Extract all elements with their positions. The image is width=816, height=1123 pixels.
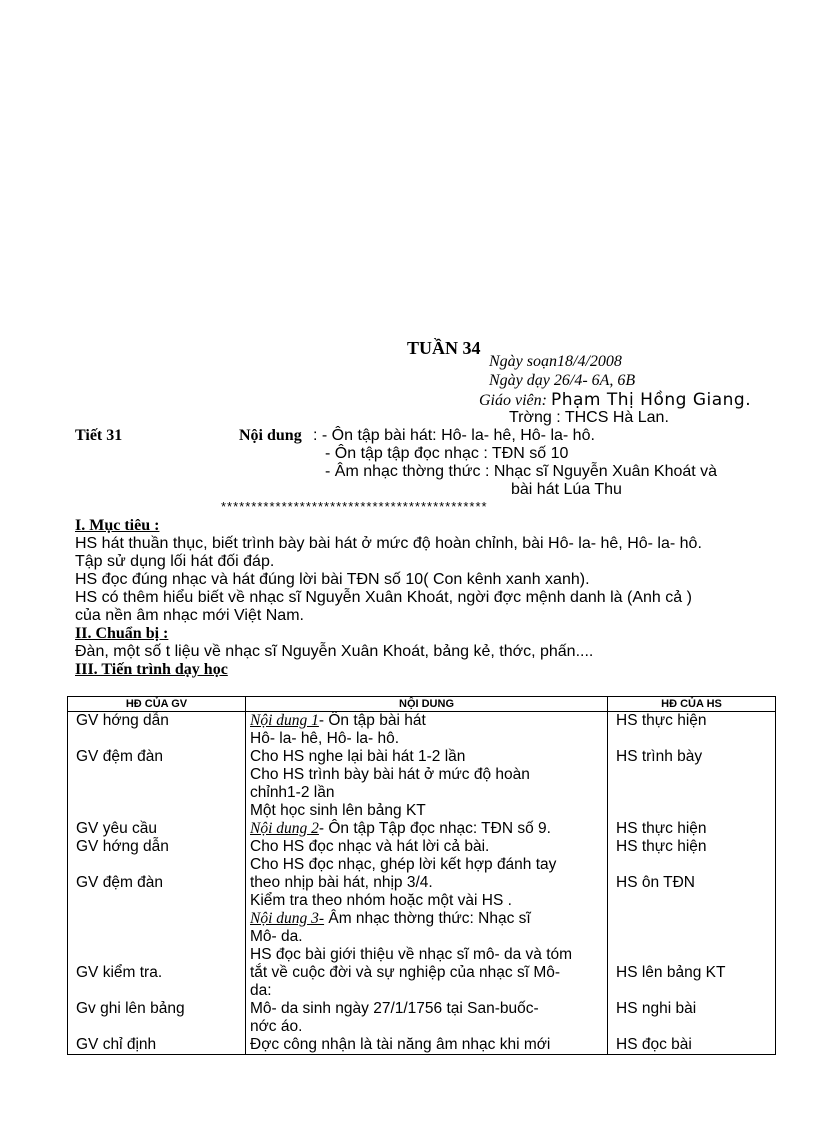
header-content: NỘI DUNG [246,697,608,712]
content-text: Âm nhạc thờng thức: Nhạc sĩ [324,910,531,927]
content-section-title: Nội dung 1 [250,712,319,729]
content-line [246,964,607,982]
content-text: Đợc công nhận là tài năng âm nhạc khi mới [250,1036,551,1053]
objectives-heading: I. Mục tiêu : [75,517,160,534]
hs-activity: HS ôn TĐN [616,874,695,891]
content-item-2: - Ôn tập tập đọc nhạc : TĐN số 10 [325,445,569,462]
hs-activity: HS nghi bài [616,1000,697,1017]
process-heading: III. Tiến trình dạy học [75,661,228,678]
content-item-3: - Âm nhạc thờng thức : Nhạc sĩ Nguyễn Xuân Khoát và [325,463,718,480]
content-text: Hô- la- hê, Hô- la- hô. [250,730,400,747]
content-line [246,784,607,802]
gv-activity: GV yêu cầu [76,820,157,837]
content-line [246,802,607,820]
content-text: Cho HS đọc nhạc và hát lời cả bài. [250,838,490,855]
gv-activity: GV hớng dẫn [76,838,169,855]
hs-column [608,712,776,1055]
content-line [246,1018,607,1036]
content-line [246,946,607,964]
content-item-4: bài hát Lúa Thu [511,481,622,498]
hs-activity [608,802,775,820]
gv-activity [68,784,245,802]
hs-activity: HS đọc bài [616,1036,692,1053]
hs-activity: HS trình bày [616,748,703,765]
preparation-text: Đàn, một số t liệu về nhạc sĩ Nguyễn Xuân Khoát, bảng kẻ, thớc, phấn.... [75,643,594,660]
content-text: Mô- da. [250,928,303,945]
content-line [246,856,607,874]
content-line [246,1036,607,1054]
content-line [246,928,607,946]
week-title: TUẦN 34 [407,338,481,358]
gv-column [68,712,246,1055]
content-text: nớc áo. [250,1018,303,1035]
table-header-row [68,697,776,712]
gv-activity [68,730,245,748]
hs-activity: HS thực hiện [616,712,707,729]
content-text: Kiểm tra theo nhóm hoặc một vài HS . [250,892,512,909]
gv-activity: GV kiểm tra. [76,964,163,981]
hs-activity: HS thực hiện [616,820,707,837]
content-text: - Ôn tập Tập đọc nhạc: TĐN số 9. [318,820,551,837]
header-gv: HĐ CỦA GV [68,697,246,712]
content-item-1: : - Ôn tập bài hát: Hô- la- hê, Hô- la- hô. [313,427,595,444]
gv-activity [68,892,245,910]
gv-activity [68,910,245,928]
gv-activity [68,946,245,964]
hs-activity [608,892,775,910]
objective-line-2: Tập sử dụng lối hát đối đáp. [75,553,275,570]
content-section-title: Nội dung 2 [250,820,319,837]
gv-activity [68,982,245,1000]
content-text: chỉnh1-2 lần [250,784,335,801]
objective-line-3: HS đọc đúng nhạc và hát đúng lời bài TĐN số 10( Con kênh xanh xanh). [75,571,590,588]
content-label: Nội dung [239,427,302,444]
teacher-name: Phạm Thị Hồng Giang. [550,390,752,410]
content-line [246,766,607,784]
content-section-title: Nội dung 3- [250,910,325,927]
content-text: Một học sinh lên bảng KT [250,802,426,819]
content-line [246,982,607,1000]
hs-activity [608,928,775,946]
hs-activity [608,982,775,1000]
content-line [246,730,607,748]
table-row [68,712,776,1055]
gv-activity [68,856,245,874]
gv-activity: Gv ghi lên bảng [76,1000,185,1017]
teach-date: Ngày dạy 26/4- 6A, 6B [489,372,636,389]
gv-activity: GV đệm đàn [76,874,164,891]
content-text: Mô- da sinh ngày 27/1/1756 tại San-buốc- [250,1000,539,1017]
prep-date: Ngày soạn18/4/2008 [489,353,622,370]
content-text: Cho HS đọc nhạc, ghép lời kết hợp đánh tay [250,856,557,873]
hs-activity [608,730,775,748]
content-line [246,910,607,928]
hs-activity: HS thực hiện [616,838,707,855]
objective-line-4: HS có thêm hiểu biết về nhạc sĩ Nguyễn Xuân Khoát, ngời đợc mệnh danh là (Anh cả ) [75,589,692,606]
objective-line-5: của nền âm nhạc mới Việt Nam. [75,607,304,624]
hs-activity [608,784,775,802]
gv-activity [68,802,245,820]
preparation-heading: II. Chuẩn bị : [75,625,169,642]
gv-activity: GV đệm đàn [76,748,164,765]
gv-activity [68,766,245,784]
hs-activity [608,766,775,784]
content-text: tắt về cuộc đời và sự nghiệp của nhạc sĩ Mô- [250,964,561,981]
content-text: Cho HS nghe lại bài hát 1-2 lần [250,748,466,765]
teacher-line [479,390,751,410]
separator-stars: ******************************************** [221,499,488,514]
content-text: da: [250,982,272,999]
period-label: Tiết 31 [75,427,123,444]
hs-activity: HS lên bảng KT [616,964,726,981]
hs-activity [608,1018,775,1036]
content-line [246,712,607,730]
content-text: theo nhịp bài hát, nhịp 3/4. [250,874,433,891]
objective-line-1: HS hát thuần thục, biết trình bày bài hát ở mức độ hoàn chỉnh, bài Hô- la- hê, Hô- la- hô. [75,535,702,552]
gv-activity [68,928,245,946]
content-text: HS đọc bài giới thiệu về nhạc sĩ mô- da và tóm [250,946,573,963]
gv-activity: GV hớng dẫn [76,712,169,729]
content-line [246,820,607,838]
lesson-table [67,696,776,1055]
gv-activity: GV chỉ định [76,1036,157,1053]
teacher-label: Giáo viên: [479,392,547,409]
content-text: Cho HS trình bày bài hát ở mức độ hoàn [250,766,530,783]
hs-activity [608,910,775,928]
content-line [246,892,607,910]
hs-activity [608,856,775,874]
content-line [246,1000,607,1018]
gv-activity [68,1018,245,1036]
content-line [246,874,607,892]
content-line [246,748,607,766]
header-hs: HĐ CỦA HS [608,697,776,712]
content-line [246,838,607,856]
hs-activity [608,946,775,964]
content-column [246,712,608,1055]
content-text: - Ôn tập bài hát [318,712,426,729]
school-name: Trờng : THCS Hà Lan. [509,409,669,426]
